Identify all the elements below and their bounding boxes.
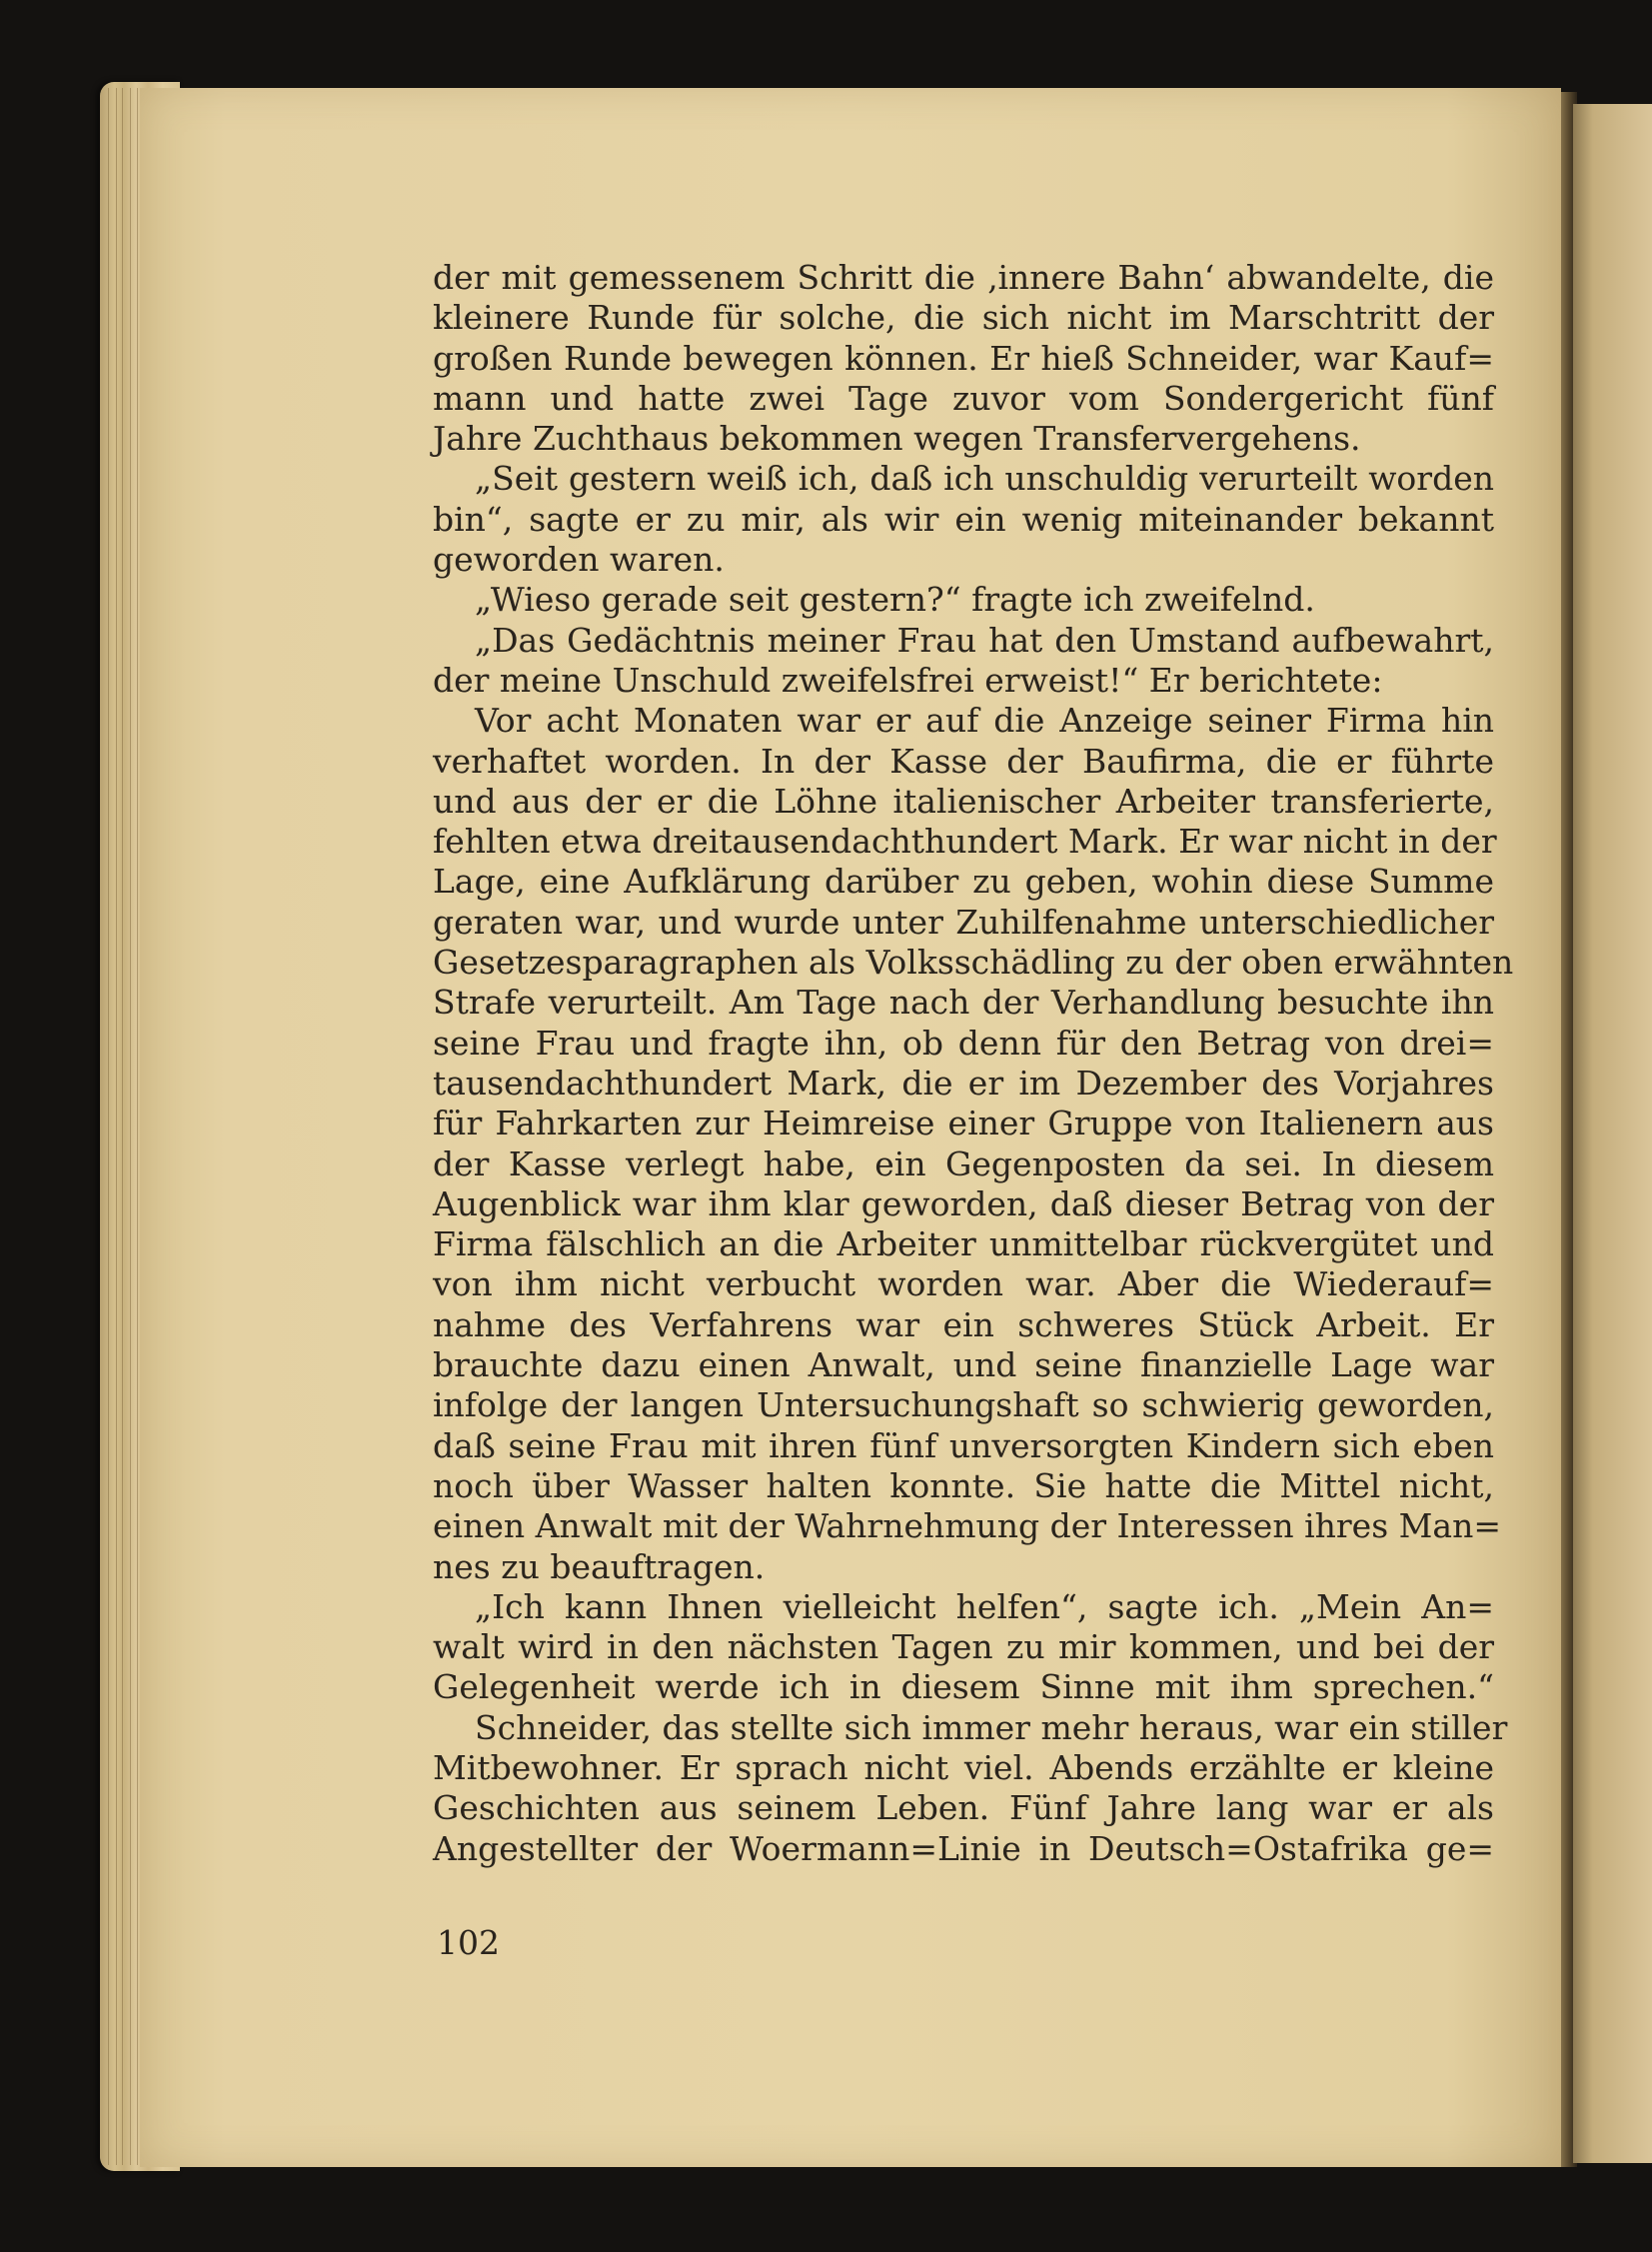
text-line: fehlten etwa dreitausendachthundert Mark. Er war nicht in der: [433, 822, 1497, 862]
text-line: einen Anwalt mit der Wahrnehmung der Interessen ihres Man=: [433, 1506, 1501, 1546]
text-line: daß seine Frau mit ihren fünf unversorgten Kindern sich eben: [433, 1425, 1494, 1465]
text-line: großen Runde bewegen können. Er hieß Schneider, war Kauf=: [433, 338, 1494, 378]
text-line: Firma fälschlich an die Arbeiter unmittelbar rückvergütet und: [433, 1224, 1494, 1264]
text-line: der meine Unschuld zweifelsfrei erweist!“ Er berichtete:: [433, 660, 1383, 700]
text-line: „Seit gestern weiß ich, daß ich unschuldig verurteilt worden: [475, 459, 1494, 499]
text-line: kleinere Runde für solche, die sich nicht im Marschtritt der: [433, 298, 1494, 338]
text-line: brauchte dazu einen Anwalt, und seine finanzielle Lage war: [433, 1345, 1494, 1385]
text-line: geraten war, und wurde unter Zuhilfenahme unterschiedlicher: [433, 902, 1494, 942]
text-line: Geschichten aus seinem Leben. Fünf Jahre lang war er als: [433, 1788, 1494, 1828]
page-number: 102: [437, 1923, 500, 1962]
text-line: geworden waren.: [433, 540, 725, 580]
body-text: [433, 258, 1514, 1869]
text-line: verhaftet worden. In der Kasse der Baufirma, die er führte: [433, 741, 1494, 781]
text-line: Vor acht Monaten war er auf die Anzeige seiner Firma hin: [475, 701, 1494, 741]
text-line: noch über Wasser halten konnte. Sie hatte die Mittel nicht,: [433, 1465, 1494, 1505]
text-line: nes zu beauftragen.: [433, 1546, 766, 1586]
text-line: Strafe verurteilt. Am Tage nach der Verhandlung besuchte ihn: [433, 983, 1494, 1023]
text-line: Schneider, das stellte sich immer mehr heraus, war ein stiller: [475, 1707, 1508, 1747]
text-line: Angestellter der Woermann=Linie in Deutsch=Ostafrika ge=: [433, 1828, 1494, 1868]
text-line: „Wieso gerade seit gestern?“ fragte ich zweifelnd.: [475, 580, 1315, 620]
text-line: für Fahrkarten zur Heimreise einer Gruppe von Italienern aus: [433, 1104, 1494, 1143]
text-line: nahme des Verfahrens war ein schweres Stück Arbeit. Er: [433, 1304, 1494, 1344]
text-line: infolge der langen Untersuchungshaft so schwierig geworden,: [433, 1385, 1494, 1425]
text-line: und aus der er die Löhne italienischer Arbeiter transferierte,: [433, 781, 1494, 821]
text-line: Lage, eine Aufklärung darüber zu geben, wohin diese Summe: [433, 862, 1494, 902]
text-line: Mitbewohner. Er sprach nicht viel. Abends erzählte er kleine: [433, 1747, 1494, 1787]
text-line: Augenblick war ihm klar geworden, daß dieser Betrag von der: [433, 1183, 1494, 1223]
text-line: „Das Gedächtnis meiner Frau hat den Umstand aufbewahrt,: [475, 620, 1494, 660]
text-line: seine Frau und fragte ihn, ob denn für den Betrag von drei=: [433, 1023, 1494, 1063]
text-line: Jahre Zuchthaus bekommen wegen Transfervergehens.: [433, 419, 1361, 459]
text-line: von ihm nicht verbucht worden war. Aber die Wiederauf=: [433, 1264, 1494, 1304]
text-line: der Kasse verlegt habe, ein Gegenposten da sei. In diesem: [433, 1143, 1494, 1183]
text-line: „Ich kann Ihnen vielleicht helfen“, sagte ich. „Mein An=: [475, 1586, 1494, 1626]
text-line: der mit gemessenem Schritt die ‚innere Bahn‘ abwandelte, die: [433, 258, 1494, 297]
facing-page-edge: [1573, 104, 1652, 2163]
text-line: Gesetzesparagraphen als Volksschädling zu der oben erwähnten: [433, 943, 1514, 983]
text-line: Gelegenheit werde ich in diesem Sinne mit ihm sprechen.“: [433, 1667, 1494, 1707]
text-line: tausendachthundert Mark, die er im Dezember des Vorjahres: [433, 1063, 1494, 1103]
text-line: mann und hatte zwei Tage zuvor vom Sondergericht fünf: [433, 378, 1494, 418]
text-line: walt wird in den nächsten Tagen zu mir kommen, und bei der: [433, 1627, 1494, 1667]
text-line: bin“, sagte er zu mir, als wir ein wenig miteinander bekannt: [433, 499, 1494, 539]
